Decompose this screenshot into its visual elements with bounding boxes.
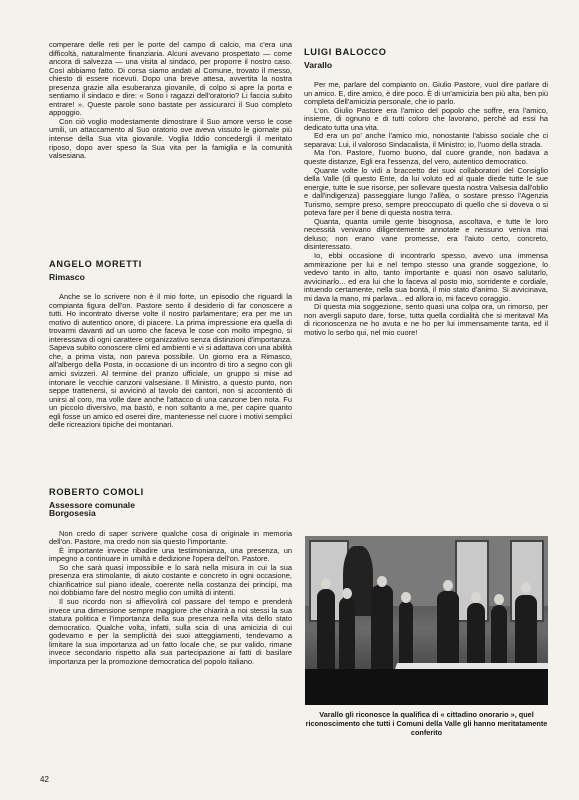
testimony-paragraph: Quanta, quanta umile gente bisognosa, ascoltava, e tutte le loro necessità venivano diligentemente annotate e nessuno veniva mai deluso; non erano vane promesse, era l'aiuto certo, concreto, disinteressato. [304, 216, 548, 252]
testimony-paragraph: Anche se lo scrivere non è il mio forte, un episodio che riguardi la compianta figura dell'on. Pastore sento il desiderio di far conoscere a tutti. Ho incontrato diverse volte il nostro parlamentare; era per me un motivo di autentico onore, di piacere. La prima impressione era quella di trovarmi davanti ad un uomo che faceva le cose con molto impegno, si interessava di ogni carattere organizzativo senza distinzioni d'importanza. Sapeva subito conoscere climi ed ambienti e vi si adattava con una abilità che, a prima vista, non pareva possibile. Un giorno era a Rimasco, all'albergo della Posta, in occasione di un incontro di tiro a segno con gli amici svizzeri. Al termine del pranzo ufficiale, un gruppo si mise ad intonare le vecchie canzoni valsesiane. Il Ministro, a questo punto, non seppe trattenersi, si avvicinò al tavolo dei cantori, non si accontentò di unirsi al coro, ma volle dare anche l'attacco di una canzone ben nota. Fu un piccolo diversivo, ma bastò, e non soltanto a me, per capire quanto egli fosse un amico ed oserei dire, mantenesse nel cuore i motivi semplici delle ricreazioni tipiche dei montanari. [49, 292, 292, 430]
testimony-paragraph: So che sarà quasi impossibile e lo sarà nella misura in cui la sua presenza era stimolante, di aiuto costante e concreto in ogni occasione, chiarificatrice sul piano ideale, coerente nella costanza dei principi, ma noi dobbiamo fare del nostro meglio con umiltà di intenti. [49, 562, 292, 598]
testimony-paragraph: Io, ebbi occasione di incontrarlo spesso, avevo una immensa ammirazione per lui e nel tempo stesso una grande soggezione, lo vedevo tanto in alto, tanto importante e quasi non osavo salutarlo, avvicinarlo... ed era lui che lo faceva al posto mio, sorridente e cordiale, intuendo certamente, nella sua bontà, il mio stato d'animo. Si avvicinava, mi dava la mano, mi parlava... ed allora io, mi facevo coraggio. [304, 251, 548, 303]
testimony-paragraph: Ed era un po' anche l'amico mio, nonostante l'abisso sociale che ci separava: Lui, il valoroso Sindacalista, il Ministro; io, l'uomo della strada. [304, 131, 548, 149]
testimony-comoli [49, 488, 292, 666]
testimony-paragraph: Il suo ricordo non si affievolirà col passare del tempo e prenderà invece una dimensione sempre maggiore che chiarirà a noi stessi la sua statura politica e l'importanza della sua presenza nella vita dello stato democratico. Qualche volta, infatti, sulla scia di una amicizia di cui godevamo e per la semplicità dei suoi atteggiamenti, tendevamo a limitare la sua importanza ad un fatto locale che, se pur valido, rimane invece secondario rispetto alla sua partecipazione ai fatti di basilare importanza per la promozione democratica del popolo italiano. [49, 597, 292, 666]
author-name: LUIGI BALOCCO [304, 47, 387, 57]
testimony-paragraph: Per me, parlare del compianto on. Giulio Pastore, vuol dire parlare di un amico. E, dire amico, è dire poco. È di un'amicizia ben più alta, ben più completa dell'amicizia personale, che io parlo. [304, 80, 548, 107]
testimony-paragraph: L'on. Giulio Pastore era l'amico del popolo che soffre, era l'amico, insieme, di ognuno e di tutti coloro che lavorano, perché ad essi ha dedicato tutta una vita. [304, 105, 548, 132]
author-role: Assessore comunale [49, 499, 135, 510]
author-name: ANGELO MORETTI [49, 259, 142, 269]
testimony-balocco [304, 48, 548, 338]
testimony-paragraph: Quante volte lo vidi a braccetto dei suoi collaboratori del Consiglio della Valle (di questo Ente, da lui voluto ed al quale diede tutte le sue energie, tutte le sue risorse, per sollevare questa nostra Valsesia dall'oblio e dall'indigenza) passeggiare lungo l'allèa, o sostare presso l'Agenzia Turismo, sempre preso, sempre preoccupato di quello che si doveva o si poteva fare per il bene di questa nostra terra. [304, 165, 548, 218]
intro-paragraph: Con ciò voglio modestamente dimostrare il Suo amore verso le cose umili, un attaccamento al Suo oratorio ove aveva vissuto le giornate più intense della Sua vita giovanile. Voglia Iddio concedergli il meritato riposo, dopo aver speso la Sua vita per la famiglia e la comunità valsesiana. [49, 116, 292, 161]
author-name: ROBERTO COMOLI [49, 487, 144, 497]
author-place: Borgosesia [49, 508, 96, 519]
left-column [49, 41, 292, 161]
testimony-paragraph: È importante invece ribadire una testimonianza, una presenza, un impegno a continuare in umiltà e dedizione l'opera dell'on. Pastore. [49, 545, 292, 564]
testimony-moretti [49, 260, 292, 430]
testimony-paragraph: Di questa mia soggezione, sento quasi una colpa ora, un rimorso, per non avergli saputo dare, forse, tutta quella cordialità che si meritava! Ma di riconoscenza ne ho avuta e ne ho per lui immensamente tanta, ed il motivo lo serbo qui, nel mio cuore! [304, 302, 548, 337]
photo-caption: Varallo gli riconosce la qualifica di « cittadino onorario », quel riconoscimento che tutti i Comuni della Valle gli hanno meritatamente conferito [305, 710, 548, 737]
ceremony-photo [305, 536, 548, 705]
author-place: Rimasco [49, 271, 85, 282]
intro-paragraph: comperare delle reti per le porte del campo di calcio, ma c'era una difficoltà, naturalmente finanziaria. Alcuni avevano prospettato — come ancora di salvezza — una visita al sindaco, per proporre il nostro caso. Così abbiamo fatto. Di corsa siamo andati al Comune, trovato il messo, chiesto di essere ricevuti. Dopo una breve attesa, avvertita la nostra presenza grazie alla esuberanza giovanile, di colpo si apre la porta e sentiamo il sindaco e dire: « Sono i ragazzi dell'oratorio? Li faccia subito entrare! ». Queste parole sono bastate per assicurarci il Suo completo appoggio. [49, 40, 292, 118]
page-number: 42 [40, 775, 49, 784]
testimony-paragraph: Ma l'on. Pastore, l'uomo buono, dal cuore grande, non badava a queste distanze, Egli era l'essenza, del vero, autentico democratico. [304, 148, 548, 167]
testimony-paragraph: Non credo di saper scrivere qualche cosa di originale in memoria dell'on. Pastore, ma credo non sia questo l'importante. [49, 528, 292, 547]
author-place: Varallo [304, 59, 333, 70]
